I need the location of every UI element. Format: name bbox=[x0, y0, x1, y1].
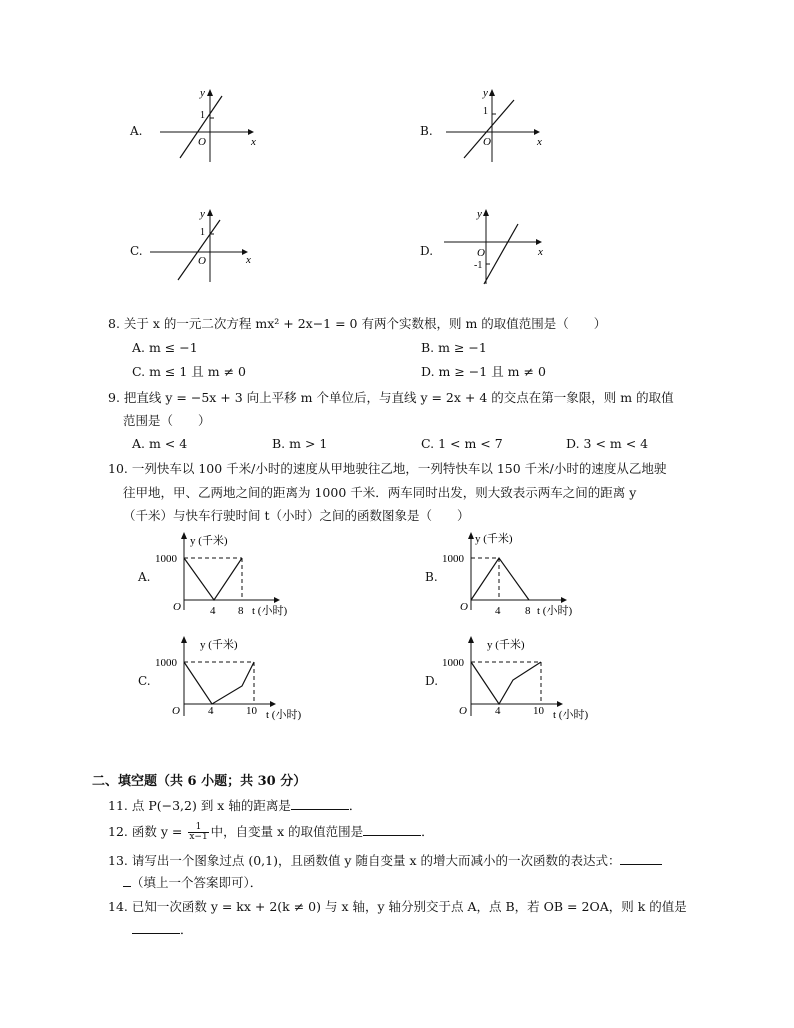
q11-answer-blank[interactable] bbox=[291, 797, 349, 810]
q12-text: 12. 函数 y = bbox=[108, 824, 183, 839]
q11 bbox=[108, 797, 361, 814]
q7-option-a[interactable] bbox=[130, 84, 270, 166]
origin: O bbox=[172, 705, 180, 717]
q7-option-b[interactable] bbox=[420, 84, 560, 166]
q12-text-mid: 中，自变量 x 的取值范围是 bbox=[210, 824, 364, 839]
axis-y: y bbox=[200, 208, 205, 220]
x-tick-1: 4 bbox=[495, 705, 501, 717]
y-axis-label: y (千米) bbox=[487, 639, 525, 651]
origin: O bbox=[460, 601, 468, 613]
origin: O bbox=[477, 247, 485, 259]
option-label: A. bbox=[138, 570, 151, 584]
y-axis-label: y (千米) bbox=[190, 535, 228, 547]
q8-option-d[interactable]: D. m ≥ −1 且 m ≠ 0 bbox=[421, 364, 546, 379]
axis-x: x bbox=[537, 136, 542, 148]
q7-option-c[interactable] bbox=[130, 204, 270, 286]
q12-fraction-num: 1 bbox=[188, 823, 208, 833]
q8-option-a[interactable]: A. m ≤ −1 bbox=[132, 340, 198, 355]
origin: O bbox=[173, 601, 181, 613]
q14-line2 bbox=[132, 921, 193, 938]
q9-option-d[interactable]: D. 3 < m < 4 bbox=[566, 436, 649, 451]
q9-option-b[interactable]: B. m > 1 bbox=[272, 436, 328, 451]
origin: O bbox=[198, 136, 206, 148]
q12-fraction bbox=[188, 823, 208, 842]
tick: 1 bbox=[200, 110, 205, 121]
q9-option-c[interactable]: C. 1 < m < 7 bbox=[421, 436, 503, 451]
q10-graph-c bbox=[138, 634, 318, 726]
origin: O bbox=[483, 136, 491, 148]
q10-option-b[interactable] bbox=[425, 530, 595, 618]
tick: 1 bbox=[483, 106, 488, 117]
q10-option-c[interactable] bbox=[138, 634, 318, 726]
y-tick: 1000 bbox=[155, 657, 177, 669]
x-tick-2: 10 bbox=[246, 705, 257, 717]
q13-line2 bbox=[123, 874, 262, 891]
section-title: 二、填空题（共 6 小题；共 30 分） bbox=[92, 774, 307, 789]
q11-text: 11. 点 P(−3,2) 到 x 轴的距离是 bbox=[108, 798, 291, 813]
tick: 1 bbox=[200, 227, 205, 238]
y-axis-label: y (千米) bbox=[200, 639, 238, 651]
option-label: D. bbox=[425, 674, 439, 688]
q9-stem-line2: 范围是（ ） bbox=[123, 413, 211, 428]
option-label: A. bbox=[130, 124, 143, 138]
q10-stem-line2: 往甲地，甲、乙两地之间的距离为 1000 千米．两车同时出发，则大致表示两车之间的距离 y bbox=[123, 485, 637, 500]
q12-answer-blank[interactable] bbox=[363, 823, 421, 836]
x-tick-1: 4 bbox=[495, 605, 501, 617]
x-tick-1: 4 bbox=[210, 605, 216, 617]
q13-answer-blank[interactable] bbox=[620, 852, 662, 865]
x-tick-2: 10 bbox=[533, 705, 544, 717]
x-axis-label: t (小时) bbox=[252, 605, 288, 617]
origin: O bbox=[459, 705, 467, 717]
q10-graph-a bbox=[138, 530, 308, 618]
option-label: C. bbox=[138, 674, 151, 688]
q8-stem: 8. 关于 x 的一元二次方程 mx² + 2x−1 = 0 有两个实数根，则 m 的取值范围是（ ） bbox=[108, 316, 607, 331]
x-axis-label: t (小时) bbox=[553, 709, 589, 721]
y-tick: 1000 bbox=[442, 657, 464, 669]
q12 bbox=[108, 823, 434, 842]
axis-x: x bbox=[251, 136, 256, 148]
q11-end: ． bbox=[348, 798, 362, 813]
q10-graph-d bbox=[425, 634, 605, 726]
tick: -1 bbox=[474, 260, 483, 271]
axis-y: y bbox=[200, 87, 205, 99]
q14-answer-blank[interactable] bbox=[132, 921, 180, 934]
x-tick-2: 8 bbox=[238, 605, 244, 617]
axis-x: x bbox=[538, 246, 543, 258]
q14-text: 14. 已知一次函数 y = kx + 2(k ≠ 0) 与 x 轴，y 轴分别交于点 A，点 B，若 OB = 2OA，则 k 的值是 bbox=[108, 899, 687, 914]
q8-option-b[interactable]: B. m ≥ −1 bbox=[421, 340, 487, 355]
axis-y: y bbox=[483, 87, 488, 99]
q10-graph-b bbox=[425, 530, 595, 618]
q10-option-d[interactable] bbox=[425, 634, 605, 726]
q9-option-a[interactable]: A. m < 4 bbox=[132, 436, 188, 451]
q12-fraction-den: x−1 bbox=[189, 832, 208, 842]
q10-stem-line3: （千米）与快车行驶时间 t（小时）之间的函数图象是（ ） bbox=[123, 508, 470, 523]
x-tick-2: 8 bbox=[525, 605, 531, 617]
y-tick: 1000 bbox=[155, 553, 177, 565]
q13-text-2: （填上一个答案即可）． bbox=[131, 875, 263, 890]
q7-graph-a bbox=[130, 84, 270, 166]
q14-line1 bbox=[108, 899, 687, 915]
q12-end: ． bbox=[421, 824, 434, 839]
x-tick-1: 4 bbox=[208, 705, 214, 717]
q14-end: ． bbox=[180, 922, 193, 937]
q8-option-c[interactable]: C. m ≤ 1 且 m ≠ 0 bbox=[132, 364, 246, 379]
option-label: C. bbox=[130, 244, 143, 258]
option-label: B. bbox=[420, 124, 433, 138]
q7-graph-d bbox=[420, 204, 560, 286]
option-label: B. bbox=[425, 570, 438, 584]
option-label: D. bbox=[420, 244, 434, 258]
q10-option-a[interactable] bbox=[138, 530, 308, 618]
q7-graph-b bbox=[420, 84, 560, 166]
origin: O bbox=[198, 255, 206, 267]
q9-stem-line1: 9. 把直线 y = −5x + 3 向上平移 m 个单位后，与直线 y = 2x + 4 的交点在第一象限，则 m 的取值 bbox=[108, 390, 674, 405]
y-tick: 1000 bbox=[442, 553, 464, 565]
x-axis-label: t (小时) bbox=[537, 605, 573, 617]
x-axis-label: t (小时) bbox=[266, 709, 302, 721]
y-axis-label: y (千米) bbox=[475, 533, 513, 545]
q7-option-d[interactable] bbox=[420, 204, 560, 286]
axis-x: x bbox=[246, 254, 251, 266]
q13-text: 13. 请写出一个图象过点 (0,1)，且函数值 y 随自变量 x 的增大而减小的一次函数的表达式： bbox=[108, 853, 621, 868]
q13-answer-blank-cont[interactable] bbox=[123, 874, 131, 887]
axis-y: y bbox=[477, 208, 482, 220]
q13-line1 bbox=[108, 852, 662, 869]
q10-stem-line1: 10. 一列快车以 100 千米/小时的速度从甲地驶往乙地，一列特快车以 150 千米/小时的速度从乙地驶 bbox=[108, 461, 667, 476]
q7-graph-c bbox=[130, 204, 270, 286]
